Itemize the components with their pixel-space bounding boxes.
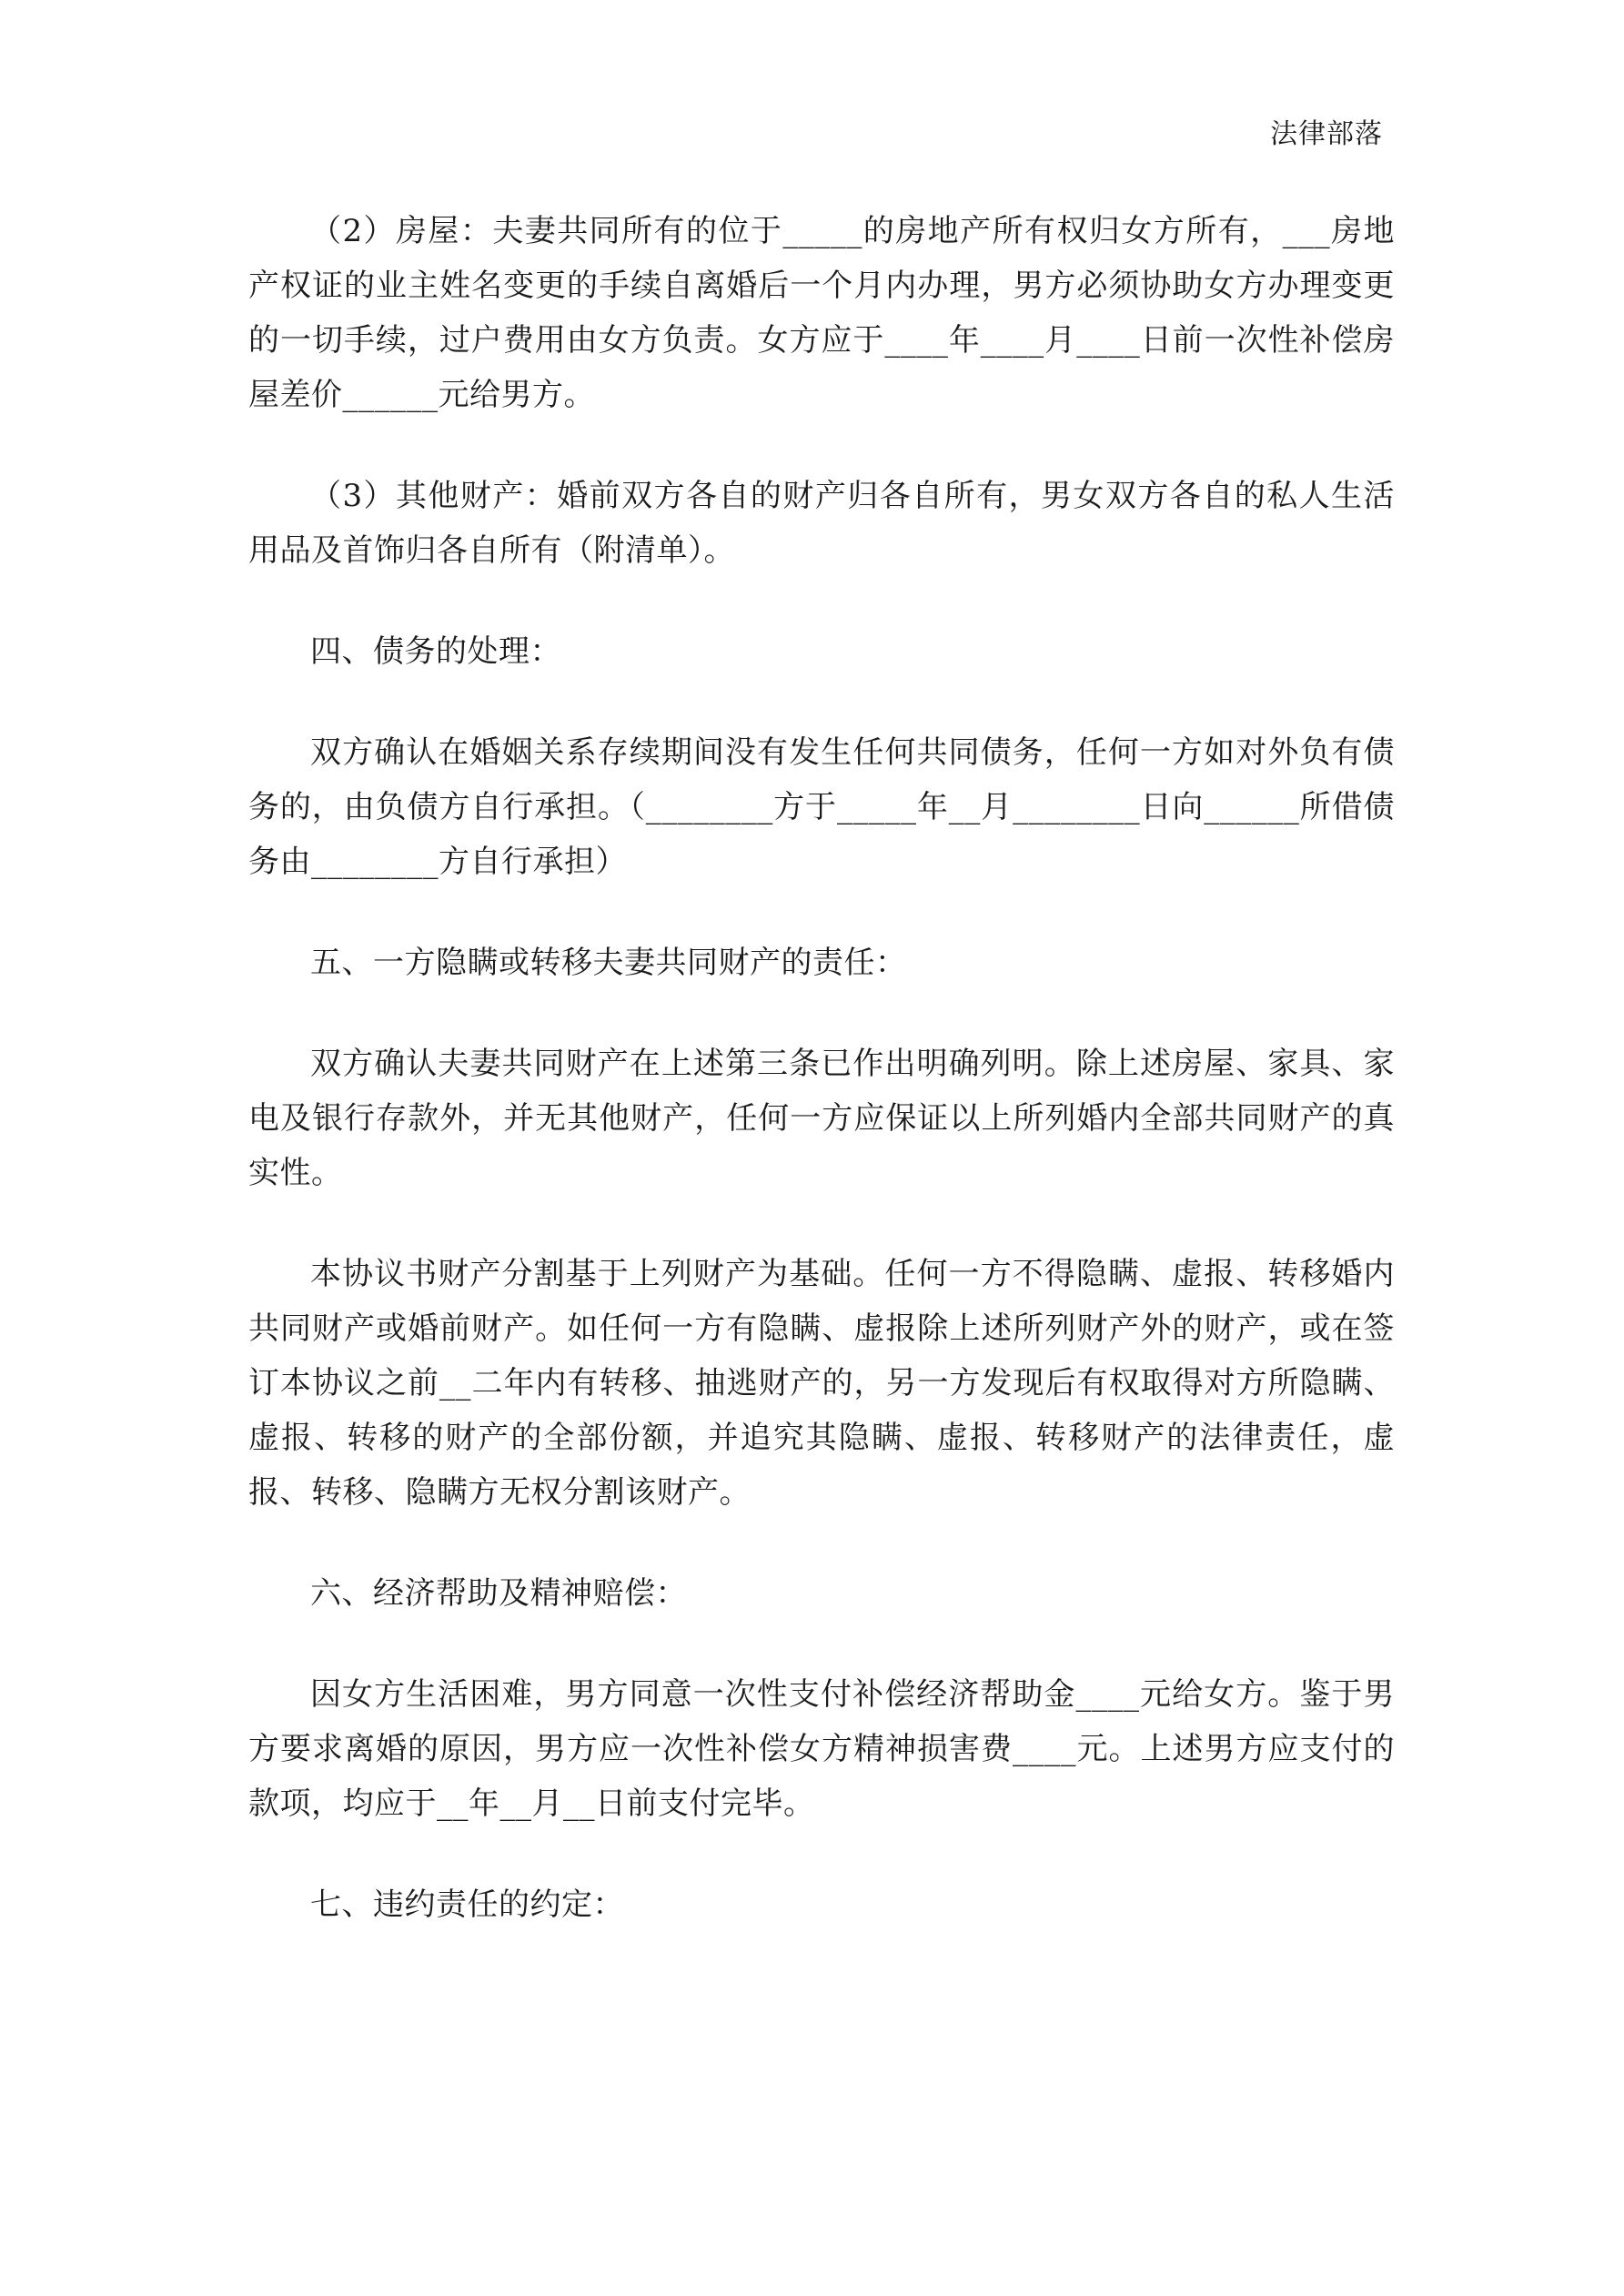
clause-conceal-penalty: 本协议书财产分割基于上列财产为基础。任何一方不得隐瞒、虚报、转移婚内共同财产或婚前财产。如任何一方有隐瞒、虚报除上述所列财产外的财产，或在签订本协议之前__二年内有转移、抽逃财产的，另一方发现后有权取得对方所隐瞒、虚报、转移的财产的全部份额，并追究其隐瞒、虚报、转移财产的法律责任，虚报、转移、隐瞒方无权分割该财产。 [248, 1256, 1395, 1511]
clause-other-property: （3）其他财产：婚前双方各自的财产归各自所有，男女双方各自的私人生活用品及首饰归各自所有（附清单）。 [248, 478, 1395, 569]
clause-house: （2）房屋：夫妻共同所有的位于_____的房地产所有权归女方所有，___房地产权证的业主姓名变更的手续自离婚后一个月内办理，男方必须协助女方办理变更的一切手续，过户费用由女方负责。女方应于____年____月____日前一次性补偿房屋差价______元给男方。 [248, 213, 1395, 413]
section-heading-aid: 六、经济帮助及精神赔偿： [310, 1575, 687, 1612]
section-heading-conceal: 五、一方隐瞒或转移夫妻共同财产的责任： [310, 945, 907, 981]
document-body [248, 204, 1395, 1978]
section-heading-breach: 七、违约责任的约定： [310, 1886, 624, 1923]
section-heading-debt: 四、债务的处理： [310, 633, 561, 670]
clause-debt: 双方确认在婚姻关系存续期间没有发生任何共同债务，任何一方如对外负有债务的，由负债方自行承担。（________方于_____年__月________日向______所借债务由________方自行承担） [248, 734, 1395, 880]
clause-aid: 因女方生活困难，男方同意一次性支付补偿经济帮助金____元给女方。鉴于男方要求离婚的原因，男方应一次性补偿女方精神损害费____元。上述男方应支付的款项，均应于__年__月__日前支付完毕。 [248, 1676, 1395, 1822]
header-brand: 法律部落 [1270, 118, 1383, 150]
clause-conceal-confirm: 双方确认夫妻共同财产在上述第三条已作出明确列明。除上述房屋、家具、家电及银行存款外，并无其他财产，任何一方应保证以上所列婚内全部共同财产的真实性。 [248, 1046, 1395, 1191]
